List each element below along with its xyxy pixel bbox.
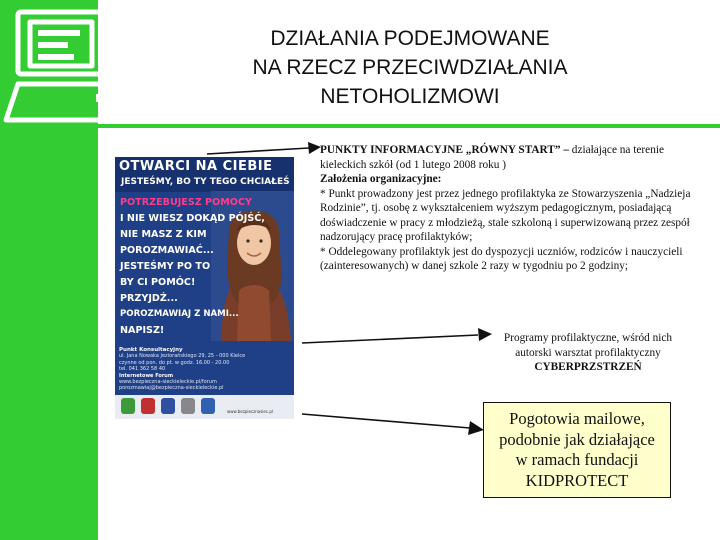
info-point-2: * Oddelegowany profilaktyk jest do dyspozycji uczniów, rodziców i nauczycieli (zainteresowanych) w danej szkole 2 razy w tygodniu po 2 godziny;: [320, 245, 683, 272]
title-divider: [98, 124, 720, 128]
arrow-to-mail-box: [300, 410, 490, 440]
poster-line-6: BY CI POMÓC!: [120, 277, 196, 288]
poster-subheadline: JESTEŚMY, BO TY TEGO CHCIAŁEŚ: [121, 177, 290, 187]
title-line-1: DZIAŁANIA PODEJMOWANE: [270, 27, 550, 50]
mail-box-line-1: Pogotowia mailowe,: [509, 409, 645, 428]
poster-info-line-3: czynne od pon. do pt. w godz. 16.00 - 20.00: [119, 359, 230, 366]
poster-line-9: NAPISZ!: [120, 325, 165, 336]
poster-info-line-5: Internetowe Forum: [119, 372, 174, 379]
poster-line-2: I NIE WIESZ DOKĄD PÓJŚĆ,: [120, 213, 265, 224]
poster-line-1: POTRZEBUJESZ POMOCY: [120, 197, 252, 208]
programs-line-1: Programy profilaktyczne, wśród nich: [503, 332, 673, 344]
poster-headline: OTWARCI NA CIEBIE: [119, 159, 273, 174]
poster-line-4: POROZMAWIAĆ...: [120, 245, 214, 256]
page-title: [200, 24, 620, 111]
sponsor-logo-3-icon: [161, 398, 175, 414]
computer-icon: [0, 0, 165, 130]
info-heading-rest: działające na terenie kieleckich szkół (od 1 lutego 2008 roku ): [320, 144, 664, 171]
programs-line-3: CYBERPRZSTRZEŃ: [534, 361, 642, 373]
info-heading: PUNKTY INFORMACYJNE „RÓWNY START” –: [320, 144, 569, 156]
poster-line-7: PRZYJDŹ...: [120, 293, 178, 304]
poster-footer: [115, 395, 294, 419]
info-point-1: * Punkt prowadzony jest przez jednego profilaktyka ze Stowarzyszenia „Nadzieja Rodzinie”, tj. osobę z wykształceniem wyższym pedagogicznym, posiadającą doświadczenie w pracy z młodzieżą, stale szkoloną i superwizowaną przez zespół nadzorujący pracę profilaktyków;: [320, 187, 691, 243]
mail-box-line-2: podobnie jak działające: [499, 429, 655, 449]
sponsor-logo-2-icon: [141, 398, 155, 414]
poster-contact-info: [119, 347, 289, 392]
programs-text: [478, 331, 698, 375]
info-points-text: [320, 143, 692, 274]
assumptions-label: Założenia organizacyjne:: [320, 173, 442, 185]
programs-line-2: autorski warsztat profilaktyczny: [515, 346, 661, 359]
title-line-3: NETOHOLIZMOWI: [320, 85, 500, 108]
sponsor-logo-4-icon: [181, 398, 195, 414]
poster-info-line-4: tel. 041 362 58 40: [119, 366, 166, 373]
poster-line-3: NIE MASZ Z KIM: [120, 229, 207, 240]
poster-info-line-2: ul. Jana Nowaka Jeziorańskiego 29, 25 - 000 Kielce: [119, 353, 246, 360]
sponsor-logo-5-icon: [201, 398, 215, 414]
mail-box-line-3: w ramach fundacji: [515, 450, 639, 469]
poster-footer-url: www.bezpiecznasiec.pl: [227, 409, 273, 414]
title-line-2: NA RZECZ PRZECIWDZIAŁANIA: [252, 56, 568, 79]
sponsor-logo-1-icon: [121, 398, 135, 414]
mail-emergency-box: [483, 402, 671, 498]
poster-info-line-1: Punkt Konsultacyjny: [119, 347, 183, 353]
poster-info-line-6: www.bezpieczna-sieckieleckie.pl/forum: [119, 379, 217, 386]
poster-info-line-7: porozmawiaj@bezpieczna-sieckieleckie.pl: [119, 385, 224, 392]
arrow-to-programs: [300, 325, 495, 349]
poster-line-5: JESTEŚMY PO TO: [120, 261, 211, 272]
mail-box-line-4: KIDPROTECT: [525, 470, 629, 490]
campaign-poster: [115, 157, 294, 419]
poster-line-8: POROZMAWIAJ Z NAMI...: [120, 309, 239, 319]
